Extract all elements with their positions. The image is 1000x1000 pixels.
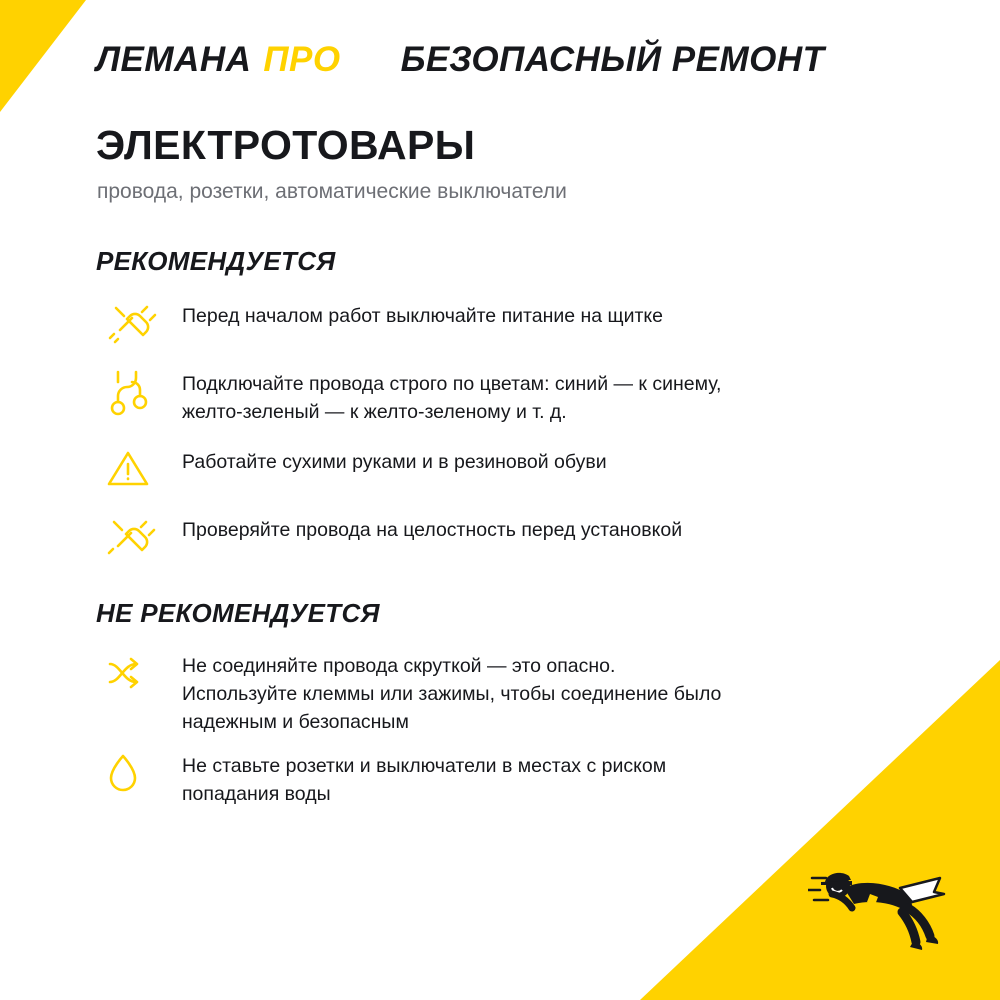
text-line: Проверяйте провода на целостность перед установкой (182, 519, 683, 541)
page-title: ЭЛЕКТРОТОВАРЫ (96, 122, 476, 168)
list-item-text (182, 650, 721, 736)
list-item-text (182, 514, 682, 544)
list-item (96, 650, 896, 736)
brand-logo (96, 40, 341, 80)
header-title: БЕЗОПАСНЫЙ РЕМОНТ (400, 40, 825, 79)
wire-colors-icon (96, 368, 182, 416)
text-line: желто-зеленый — к желто-зеленому и т. д. (182, 401, 567, 423)
recommended-list (96, 300, 896, 582)
section-heading-recommended: РЕКОМЕНДУЕТСЯ (96, 246, 336, 276)
plug-off-icon (96, 300, 182, 348)
text-line: Не ставьте розетки и выключатели в местах с риском (182, 755, 667, 777)
logo-secondary-text: ПРО (263, 40, 341, 79)
text-line: Подключайте провода строго по цветам: синий — к синему, (182, 373, 722, 395)
text-line: попадания воды (182, 783, 331, 805)
logo-primary-text: ЛЕМАНА (96, 40, 252, 79)
list-item-text (182, 368, 721, 426)
list-item-text (182, 446, 607, 476)
text-line: Не соединяйте провода скруткой — это опасно. (182, 655, 616, 677)
list-item-text (182, 750, 666, 808)
top-left-corner-decoration (0, 0, 86, 112)
warning-triangle-icon (96, 446, 182, 494)
twisted-wires-icon (96, 650, 182, 698)
text-line: Работайте сухими руками и в резиновой обуви (182, 451, 607, 473)
water-drop-icon (96, 750, 182, 798)
list-item (96, 300, 896, 348)
list-item (96, 368, 896, 426)
text-line: надежным и безопасным (182, 711, 409, 733)
plug-check-icon (96, 514, 182, 562)
header (96, 40, 825, 80)
text-line: Используйте клеммы или зажимы, чтобы соединение было (182, 683, 722, 705)
list-item (96, 750, 896, 808)
list-item (96, 514, 896, 562)
list-item-text (182, 300, 663, 330)
flying-worker-mascot (808, 844, 958, 954)
not-recommended-list (96, 650, 896, 822)
list-item (96, 446, 896, 494)
section-heading-not-recommended: НЕ РЕКОМЕНДУЕТСЯ (96, 598, 380, 628)
text-line: Перед началом работ выключайте питание на щитке (182, 305, 663, 327)
page-subtitle: провода, розетки, автоматические выключатели (97, 180, 567, 203)
